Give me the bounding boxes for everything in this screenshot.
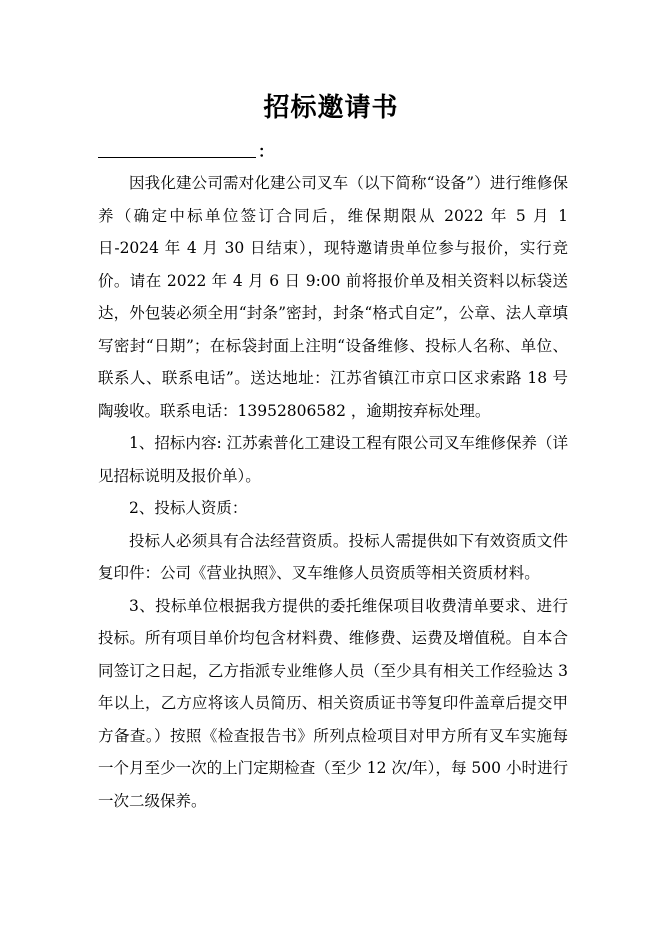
paragraph-qualification-detail: 投标人必须具有合法经营资质。投标人需提供如下有效资质文件复印件：公司《营业执照》、叉车维修人员资质等相关资质材料。 xyxy=(98,531,568,582)
document-body xyxy=(98,167,568,817)
paragraph-intro: 因我化建公司需对化建公司叉车（以下简称“设备”）进行维修保养（确定中标单位签订合同后，维保期限从 2022 年 5 月 1 日-2024 年 4 月 30 日结束），现特邀请贵单位参与报价，实行竞价。请在 2022 年 4 月 6 日 9:00 前将报价单及相关资料以标袋送达，外包装必须全用“封条”密封，封条“格式自定”，公章、法人章填写密封“日期”；在标袋封面上注明“设备维修、投标人名称、单位、联系人、联系电话”。送达地址：江苏省镇江市京口区求索路 18 号 陶骏收。联系电话：13952806582 ，逾期按弃标处理。 xyxy=(98,174,568,420)
paragraph-tender-content: 1、招标内容: 江苏索普化工建设工程有限公司叉车维修保养（详见招标说明及报价单）。 xyxy=(98,434,568,485)
paragraph-bidding-terms: 3、投标单位根据我方提供的委托维保项目收费清单要求、进行投标。所有项目单价均包含材料费、维修费、运费及增值税。自本合同签订之日起，乙方指派专业维修人员（至少具有相关工作经验达 3 年以上，乙方应将该人员简历、相关资质证书等复印件盖章后提交甲方备查。）按照《检查报告书》所列点检项目对甲方所有叉车实施每一个月至少一次的上门定期检查（至少 12 次/年），每 500 小时进行一次二级保养。 xyxy=(98,596,568,810)
addressee-line xyxy=(98,140,398,164)
paragraph-qualification-heading: 2、投标人资质： xyxy=(129,499,248,517)
addressee-colon: ： xyxy=(258,142,275,161)
addressee-blank xyxy=(98,157,256,158)
document-title: 招标邀请书 xyxy=(263,93,399,123)
